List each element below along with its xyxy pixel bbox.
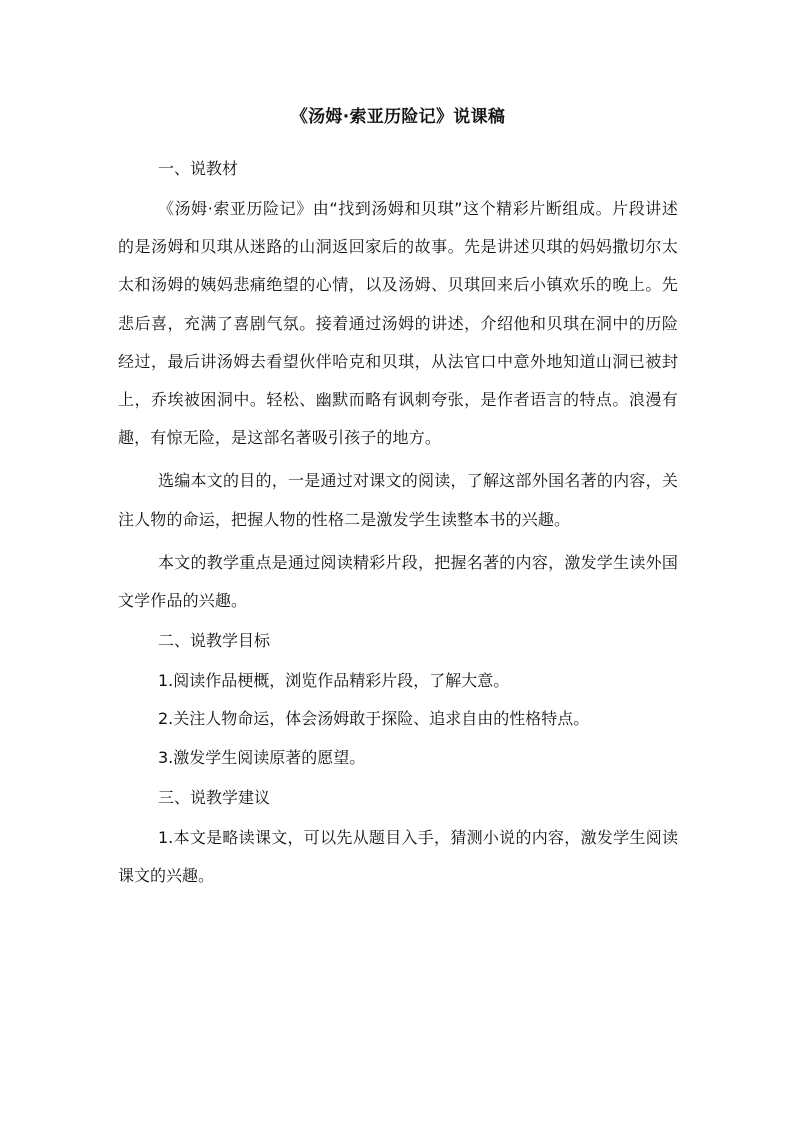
section-heading-3: 三、说教学建议 <box>158 787 271 807</box>
section-heading-1: 一、说教材 <box>158 159 239 178</box>
paragraph-textbook-summary: 《汤姆·索亚历险记》由“找到汤姆和贝琪”这个精彩片断组成。片段讲述的是汤姆和贝琪从迷路的山洞返回家后的故事。先是讲述贝琪的妈妈撒切尔太太和汤姆的姨妈悲痛绝望的心情，以及汤姆、贝琪回来后小镇欢乐的晚上。先悲后喜，充满了喜剧气氛。接着通过汤姆的讲述，介绍他和贝琪在洞中的历险经过，最后讲汤姆去看望伙伴哈克和贝琪，从法官口中意外地知道山洞已被封上，乔埃被困洞中。轻松、幽默而略有讽刺夸张，是作者语言的特点。浪漫有趣，有惊无险，是这部名著吸引孩子的地方。 <box>118 199 678 448</box>
section-heading-2: 二、说教学目标 <box>158 631 271 651</box>
document-body <box>118 96 678 895</box>
paragraph-selection-purpose: 选编本文的目的，一是通过对课文的阅读，了解这部外国名著的内容，关注人物的命运，把握人物的性格二是激发学生读整本书的兴趣。 <box>118 471 678 529</box>
goal-item-2: 2.关注人物命运，体会汤姆敢于探险、追求自由的性格特点。 <box>158 709 590 729</box>
paragraph-teaching-focus: 本文的教学重点是通过阅读精彩片段，把握名著的内容，激发学生读外国文学作品的兴趣。 <box>118 552 678 611</box>
page-title: 《汤姆·索亚历险记》说课稿 <box>290 107 506 127</box>
goal-item-1: 1.阅读作品梗概，浏览作品精彩片段，了解大意。 <box>158 671 510 691</box>
suggestion-item-1: 1.本文是略读课文，可以先从题目入手，猜测小说的内容，激发学生阅读课文的兴趣。 <box>118 827 678 886</box>
goal-item-3: 3.激发学生阅读原著的愿望。 <box>158 747 366 767</box>
